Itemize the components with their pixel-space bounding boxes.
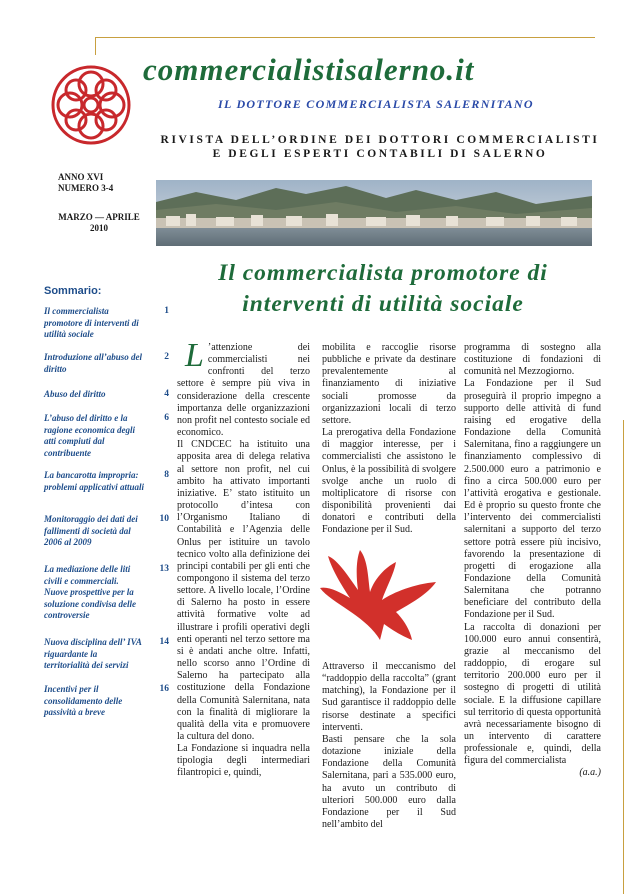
toc-item-page: 10 <box>159 514 169 524</box>
article-title-line-2: interventi di utilità sociale <box>242 291 524 317</box>
toc-item-title: La mediazione delle liti civili e commerciali. Nuove prospettive per la soluzione condivisa delle controversie <box>44 564 136 620</box>
toc-item-title: Monitoraggio dei dati dei fallimenti di società dal 2006 al 2009 <box>44 514 138 547</box>
toc-item-page: 4 <box>164 389 169 399</box>
issue-numero: NUMERO 3-4 <box>58 183 114 193</box>
issue-info <box>58 172 113 194</box>
drop-cap: L <box>185 337 204 374</box>
paragraph: La Fondazione per il Sud proseguirà il proprio impegno a supporto delle attività di fund raising ed erogative della Fondazione della Comunità Salernitana, fino a raggiungere un finanziamento complessivo di 2.500.000 euro a patrimonio e fino a circa 500.000 euro per l’attività erogativa e gestionale. Ed è proprio su questo fronte che l’intervento dei commercialisti salernitani a supporto del terzo settore potrà essere più incisivo, favorendo la presentazione di progetti di erogazione alla Fondazione della Comunità Salernitana che potranno beneficiare del contributo della Fondazione per il Sud. <box>464 378 601 621</box>
tagline: IL DOTTORE COMMERCIALISTA SALERNITANO <box>218 97 534 111</box>
toc-item-title: Il commercialista promotore di interventi di utilità sociale <box>44 306 139 339</box>
issue-date <box>54 212 144 234</box>
salerno-panorama-photo <box>156 180 592 246</box>
paragraph: ’attenzione dei commercialisti nei confronti del terzo settore è sempre più viva in considerazione della crescente importanza delle organizzazioni non profit nel contesto sociale ed economico. <box>177 342 310 439</box>
publisher-line-2: E DEGLI ESPERTI CONTABILI DI SALERNO <box>212 148 548 160</box>
toc-item-page: 8 <box>164 470 169 480</box>
article-column-2-continued <box>322 661 456 831</box>
toc-item-page: 16 <box>159 684 169 694</box>
ordine-logo <box>48 62 134 148</box>
toc-item[interactable] <box>44 514 169 549</box>
right-rule <box>623 420 624 894</box>
issue-year: 2010 <box>90 223 108 233</box>
fondazione-hand-logo <box>318 548 443 643</box>
paragraph: La raccolta di donazioni per 100.000 euro annui consentirà, grazie al meccanismo del raddoppio, di erogare sul territorio 200.000 euro per il sostegno di progetti di utilità sociale. E la diffusione capillare sul territorio di questa opportunità avrà necessariamente bisogno di un intervento di carattere professionale e, quindi, della figura del commercialista <box>464 621 601 767</box>
article-title-line-1: Il commercialista promotore di <box>218 260 548 286</box>
paragraph: mobilita e raccoglie risorse pubbliche e private da destinare prevalentemente al finanziamento di iniziative sociali promosse da organizzazioni locali di terzo settore. <box>322 342 456 426</box>
toc-item-page: 2 <box>164 352 169 362</box>
toc-item-title: La bancarotta impropria: problemi applicativi attuali <box>44 470 144 492</box>
toc-item-page: 6 <box>164 413 169 423</box>
toc-item[interactable] <box>44 413 169 459</box>
article-column-2 <box>322 342 456 537</box>
toc-item-title: Nuova disciplina dell’ IVA riguardante la territorialità dei servizi <box>44 637 142 670</box>
author-signature: (a.a.) <box>579 767 601 779</box>
toc-item-title: Incentivi per il consolidamento delle passività a breve <box>44 684 123 717</box>
toc-item[interactable] <box>44 637 169 672</box>
issue-months: MARZO — APRILE <box>58 212 140 222</box>
issue-anno: ANNO XVI <box>58 172 104 182</box>
paragraph: Attraverso il meccanismo del “raddoppio della raccolta” (grant matching), la Fondazione per il Sud garantisce il raddoppio delle risorse destinate a specifici interventi. <box>322 661 456 733</box>
paragraph: La Fondazione si inquadra nella tipologia degli intermediari filantropici e, quindi, <box>177 743 310 779</box>
paragraph: Basti pensare che la sola dotazione iniziale della Fondazione della Comunità Salernitana, pari a 535.000 euro, ha avuto un contributo di ulteriori 500.000 euro dalla Fondazione per il Sud nell’ambito del <box>322 733 456 831</box>
toc-item[interactable] <box>44 470 169 493</box>
toc-item-page: 13 <box>159 564 169 574</box>
toc-item[interactable] <box>44 306 169 341</box>
toc-item[interactable] <box>44 564 169 622</box>
left-rule <box>95 37 96 55</box>
publisher-line <box>160 133 600 161</box>
paragraph: programma di sostegno alla costituzione di fondazioni di comunità nel Mezzogiorno. <box>464 342 601 378</box>
publisher-line-1: RIVISTA DELL’ORDINE DEI DOTTORI COMMERCIALISTI <box>160 134 600 146</box>
paragraph: Il CNDCEC ha istituito una apposita area di delega relativa al settore non profit, nel cui ambito ha attivato importanti iniziative. E’ stato istituito un protocollo d’intesa con l’Organismo Italiano di Contabilità e l’Agenzia delle Onlus per istituire un tavolo tecnico volto alla definizione dei principi contabili per gli enti che compongono il sistema del terzo settore. A livello locale, l’Ordine di Salerno ha posto in essere attività formative volte ad illustrare i profili operativi degli enti operanti nel terzo settore ma si è andati anche oltre. Infatti, nello scorso anno l’Ordine di Salerno ha partecipato alla costituzione della Fondazione della Comunità Salernitana, nata con la finalità di migliorare la qualità della vita e promuovere la cultura del dono. <box>177 439 310 742</box>
site-title: commercialistisalerno.it <box>143 52 475 87</box>
paragraph: La prerogativa della Fondazione di maggior interesse, per i commercialisti che assistono le Onlus, è la possibilità di svolgere svolge anche un ruolo di moltiplicatore di risorse con disponibilità provenienti dai donatori e contributi della Fondazione per il Sud. <box>322 427 456 536</box>
top-rule <box>95 37 595 38</box>
toc-item-title: Abuso del diritto <box>44 389 106 399</box>
toc-item-page: 14 <box>159 637 169 647</box>
sommario-title: Sommario: <box>44 285 102 297</box>
toc-item[interactable] <box>44 684 169 719</box>
toc-item-page: 1 <box>164 306 169 316</box>
toc-item-title: Introduzione all’abuso del diritto <box>44 352 143 374</box>
article-column-1 <box>177 337 310 780</box>
article-title <box>168 258 598 320</box>
toc-item[interactable] <box>44 389 169 401</box>
toc-item-title: L’abuso del diritto e la ragione economica degli atti compiuti dal contribuente <box>44 413 135 458</box>
toc-item[interactable] <box>44 352 169 375</box>
article-column-3 <box>464 342 601 780</box>
